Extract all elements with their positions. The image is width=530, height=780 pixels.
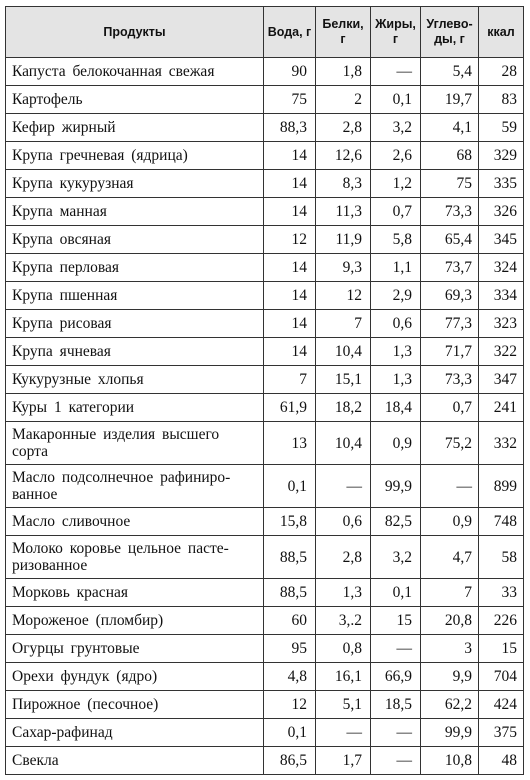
cell-protein: 2,8 xyxy=(316,114,371,142)
table-row xyxy=(6,579,524,607)
cell-name: Свекла xyxy=(6,747,264,775)
cell-name: Капуста белокочанная свежая xyxy=(6,58,264,86)
cell-carb: 99,9 xyxy=(421,719,479,747)
cell-protein: 15,1 xyxy=(316,366,371,394)
cell-carb: 7 xyxy=(421,579,479,607)
cell-water: 13 xyxy=(264,422,316,465)
table-body xyxy=(6,58,524,775)
cell-name: Крупа овсяная xyxy=(6,226,264,254)
cell-name: Картофель xyxy=(6,86,264,114)
cell-carb: 77,3 xyxy=(421,310,479,338)
cell-protein: — xyxy=(316,465,371,508)
cell-name: Масло сливочное xyxy=(6,508,264,536)
cell-water: 90 xyxy=(264,58,316,86)
table-row xyxy=(6,366,524,394)
cell-protein: 8,3 xyxy=(316,170,371,198)
cell-fat: 18,4 xyxy=(371,394,421,422)
cell-carb: 73,7 xyxy=(421,254,479,282)
table-row xyxy=(6,338,524,366)
nutrition-table xyxy=(5,6,524,775)
cell-carb: 68 xyxy=(421,142,479,170)
cell-fat: 0,6 xyxy=(371,310,421,338)
cell-water: 12 xyxy=(264,691,316,719)
cell-kcal: 323 xyxy=(479,310,524,338)
cell-name: Крупа ячневая xyxy=(6,338,264,366)
cell-kcal: 334 xyxy=(479,282,524,310)
cell-protein: 2,8 xyxy=(316,536,371,579)
cell-water: 61,9 xyxy=(264,394,316,422)
cell-name: Крупа гречневая (ядрица) xyxy=(6,142,264,170)
cell-kcal: 345 xyxy=(479,226,524,254)
cell-water: 15,8 xyxy=(264,508,316,536)
cell-fat: 2,6 xyxy=(371,142,421,170)
table-row xyxy=(6,508,524,536)
cell-name: Пирожное (песочное) xyxy=(6,691,264,719)
cell-protein: 12,6 xyxy=(316,142,371,170)
cell-water: 14 xyxy=(264,142,316,170)
cell-fat: 3,2 xyxy=(371,114,421,142)
cell-water: 14 xyxy=(264,282,316,310)
cell-protein: 3,.2 xyxy=(316,607,371,635)
cell-name: Крупа кукурузная xyxy=(6,170,264,198)
cell-kcal: 424 xyxy=(479,691,524,719)
cell-fat: 66,9 xyxy=(371,663,421,691)
cell-water: 4,8 xyxy=(264,663,316,691)
cell-fat: 0,9 xyxy=(371,422,421,465)
cell-kcal: 58 xyxy=(479,536,524,579)
cell-kcal: 324 xyxy=(479,254,524,282)
cell-kcal: 326 xyxy=(479,198,524,226)
cell-carb: 62,2 xyxy=(421,691,479,719)
table-row xyxy=(6,536,524,579)
cell-protein: 16,1 xyxy=(316,663,371,691)
table-row xyxy=(6,719,524,747)
cell-carb: 0,9 xyxy=(421,508,479,536)
cell-carb: 5,4 xyxy=(421,58,479,86)
cell-fat: 5,8 xyxy=(371,226,421,254)
table-row xyxy=(6,282,524,310)
cell-water: 14 xyxy=(264,170,316,198)
cell-water: 0,1 xyxy=(264,465,316,508)
cell-name: Макаронные изделия высшего сорта xyxy=(6,422,264,465)
cell-protein: 0,8 xyxy=(316,635,371,663)
cell-kcal: 48 xyxy=(479,747,524,775)
table-row xyxy=(6,691,524,719)
header-product: Продукты xyxy=(6,7,264,58)
table-row xyxy=(6,86,524,114)
cell-name: Крупа пшенная xyxy=(6,282,264,310)
cell-carb: 75 xyxy=(421,170,479,198)
cell-protein: 9,3 xyxy=(316,254,371,282)
cell-fat: 1,3 xyxy=(371,366,421,394)
cell-water: 88,5 xyxy=(264,579,316,607)
table-row xyxy=(6,114,524,142)
cell-kcal: 748 xyxy=(479,508,524,536)
cell-fat: — xyxy=(371,635,421,663)
cell-fat: 3,2 xyxy=(371,536,421,579)
cell-water: 7 xyxy=(264,366,316,394)
cell-name: Масло подсолнечное рафиниро-ванное xyxy=(6,465,264,508)
cell-water: 86,5 xyxy=(264,747,316,775)
cell-water: 12 xyxy=(264,226,316,254)
cell-fat: — xyxy=(371,58,421,86)
table-row xyxy=(6,310,524,338)
cell-name: Кефир жирный xyxy=(6,114,264,142)
table-row xyxy=(6,254,524,282)
cell-carb: 0,7 xyxy=(421,394,479,422)
cell-water: 88,3 xyxy=(264,114,316,142)
cell-name: Крупа рисовая xyxy=(6,310,264,338)
cell-carb: 19,7 xyxy=(421,86,479,114)
cell-protein: 2 xyxy=(316,86,371,114)
header-water: Вода, г xyxy=(264,7,316,58)
cell-protein: 1,8 xyxy=(316,58,371,86)
cell-water: 60 xyxy=(264,607,316,635)
cell-kcal: 33 xyxy=(479,579,524,607)
cell-kcal: 332 xyxy=(479,422,524,465)
table-row xyxy=(6,747,524,775)
cell-name: Сахар-рафинад xyxy=(6,719,264,747)
cell-name: Морковь красная xyxy=(6,579,264,607)
table-header xyxy=(6,7,524,58)
table-row xyxy=(6,58,524,86)
table-row xyxy=(6,663,524,691)
cell-water: 88,5 xyxy=(264,536,316,579)
header-carb: Углево-ды, г xyxy=(421,7,479,58)
cell-water: 75 xyxy=(264,86,316,114)
cell-protein: — xyxy=(316,719,371,747)
cell-kcal: 704 xyxy=(479,663,524,691)
cell-carb: 9,9 xyxy=(421,663,479,691)
cell-fat: 99,9 xyxy=(371,465,421,508)
cell-water: 95 xyxy=(264,635,316,663)
cell-carb: 4,7 xyxy=(421,536,479,579)
cell-carb: 65,4 xyxy=(421,226,479,254)
table-row xyxy=(6,422,524,465)
cell-water: 0,1 xyxy=(264,719,316,747)
cell-name: Орехи фундук (ядро) xyxy=(6,663,264,691)
cell-carb: 71,7 xyxy=(421,338,479,366)
cell-kcal: 59 xyxy=(479,114,524,142)
cell-fat: — xyxy=(371,719,421,747)
cell-kcal: 375 xyxy=(479,719,524,747)
cell-protein: 12 xyxy=(316,282,371,310)
table-row xyxy=(6,142,524,170)
cell-protein: 18,2 xyxy=(316,394,371,422)
table-row xyxy=(6,607,524,635)
header-kcal: ккал xyxy=(479,7,524,58)
cell-carb: 20,8 xyxy=(421,607,479,635)
cell-name: Крупа манная xyxy=(6,198,264,226)
cell-protein: 0,6 xyxy=(316,508,371,536)
cell-carb: — xyxy=(421,465,479,508)
cell-carb: 73,3 xyxy=(421,366,479,394)
cell-name: Молоко коровье цельное пасте-ризованное xyxy=(6,536,264,579)
cell-name: Куры 1 категории xyxy=(6,394,264,422)
cell-name: Мороженое (пломбир) xyxy=(6,607,264,635)
cell-fat: 18,5 xyxy=(371,691,421,719)
cell-name: Огурцы грунтовые xyxy=(6,635,264,663)
cell-protein: 5,1 xyxy=(316,691,371,719)
header-protein: Белки, г xyxy=(316,7,371,58)
cell-fat: — xyxy=(371,747,421,775)
cell-protein: 7 xyxy=(316,310,371,338)
cell-kcal: 241 xyxy=(479,394,524,422)
cell-kcal: 347 xyxy=(479,366,524,394)
cell-carb: 3 xyxy=(421,635,479,663)
cell-kcal: 329 xyxy=(479,142,524,170)
cell-kcal: 322 xyxy=(479,338,524,366)
header-fat: Жиры, г xyxy=(371,7,421,58)
table-row xyxy=(6,198,524,226)
table-row xyxy=(6,394,524,422)
cell-name: Крупа перловая xyxy=(6,254,264,282)
cell-kcal: 15 xyxy=(479,635,524,663)
cell-kcal: 28 xyxy=(479,58,524,86)
cell-kcal: 335 xyxy=(479,170,524,198)
cell-name: Кукурузные хлопья xyxy=(6,366,264,394)
cell-fat: 2,9 xyxy=(371,282,421,310)
cell-fat: 0,7 xyxy=(371,198,421,226)
cell-water: 14 xyxy=(264,198,316,226)
cell-fat: 0,1 xyxy=(371,86,421,114)
table-row xyxy=(6,465,524,508)
cell-fat: 1,2 xyxy=(371,170,421,198)
cell-protein: 11,3 xyxy=(316,198,371,226)
cell-kcal: 899 xyxy=(479,465,524,508)
cell-fat: 82,5 xyxy=(371,508,421,536)
cell-carb: 73,3 xyxy=(421,198,479,226)
table-row xyxy=(6,635,524,663)
cell-fat: 0,1 xyxy=(371,579,421,607)
header-row xyxy=(6,7,524,58)
cell-water: 14 xyxy=(264,254,316,282)
cell-protein: 11,9 xyxy=(316,226,371,254)
cell-water: 14 xyxy=(264,338,316,366)
cell-kcal: 226 xyxy=(479,607,524,635)
cell-fat: 1,3 xyxy=(371,338,421,366)
cell-protein: 10,4 xyxy=(316,422,371,465)
table-row xyxy=(6,170,524,198)
cell-protein: 10,4 xyxy=(316,338,371,366)
cell-kcal: 83 xyxy=(479,86,524,114)
cell-fat: 15 xyxy=(371,607,421,635)
cell-carb: 10,8 xyxy=(421,747,479,775)
cell-carb: 4,1 xyxy=(421,114,479,142)
cell-carb: 69,3 xyxy=(421,282,479,310)
cell-water: 14 xyxy=(264,310,316,338)
cell-protein: 1,7 xyxy=(316,747,371,775)
cell-protein: 1,3 xyxy=(316,579,371,607)
table-row xyxy=(6,226,524,254)
cell-fat: 1,1 xyxy=(371,254,421,282)
cell-carb: 75,2 xyxy=(421,422,479,465)
